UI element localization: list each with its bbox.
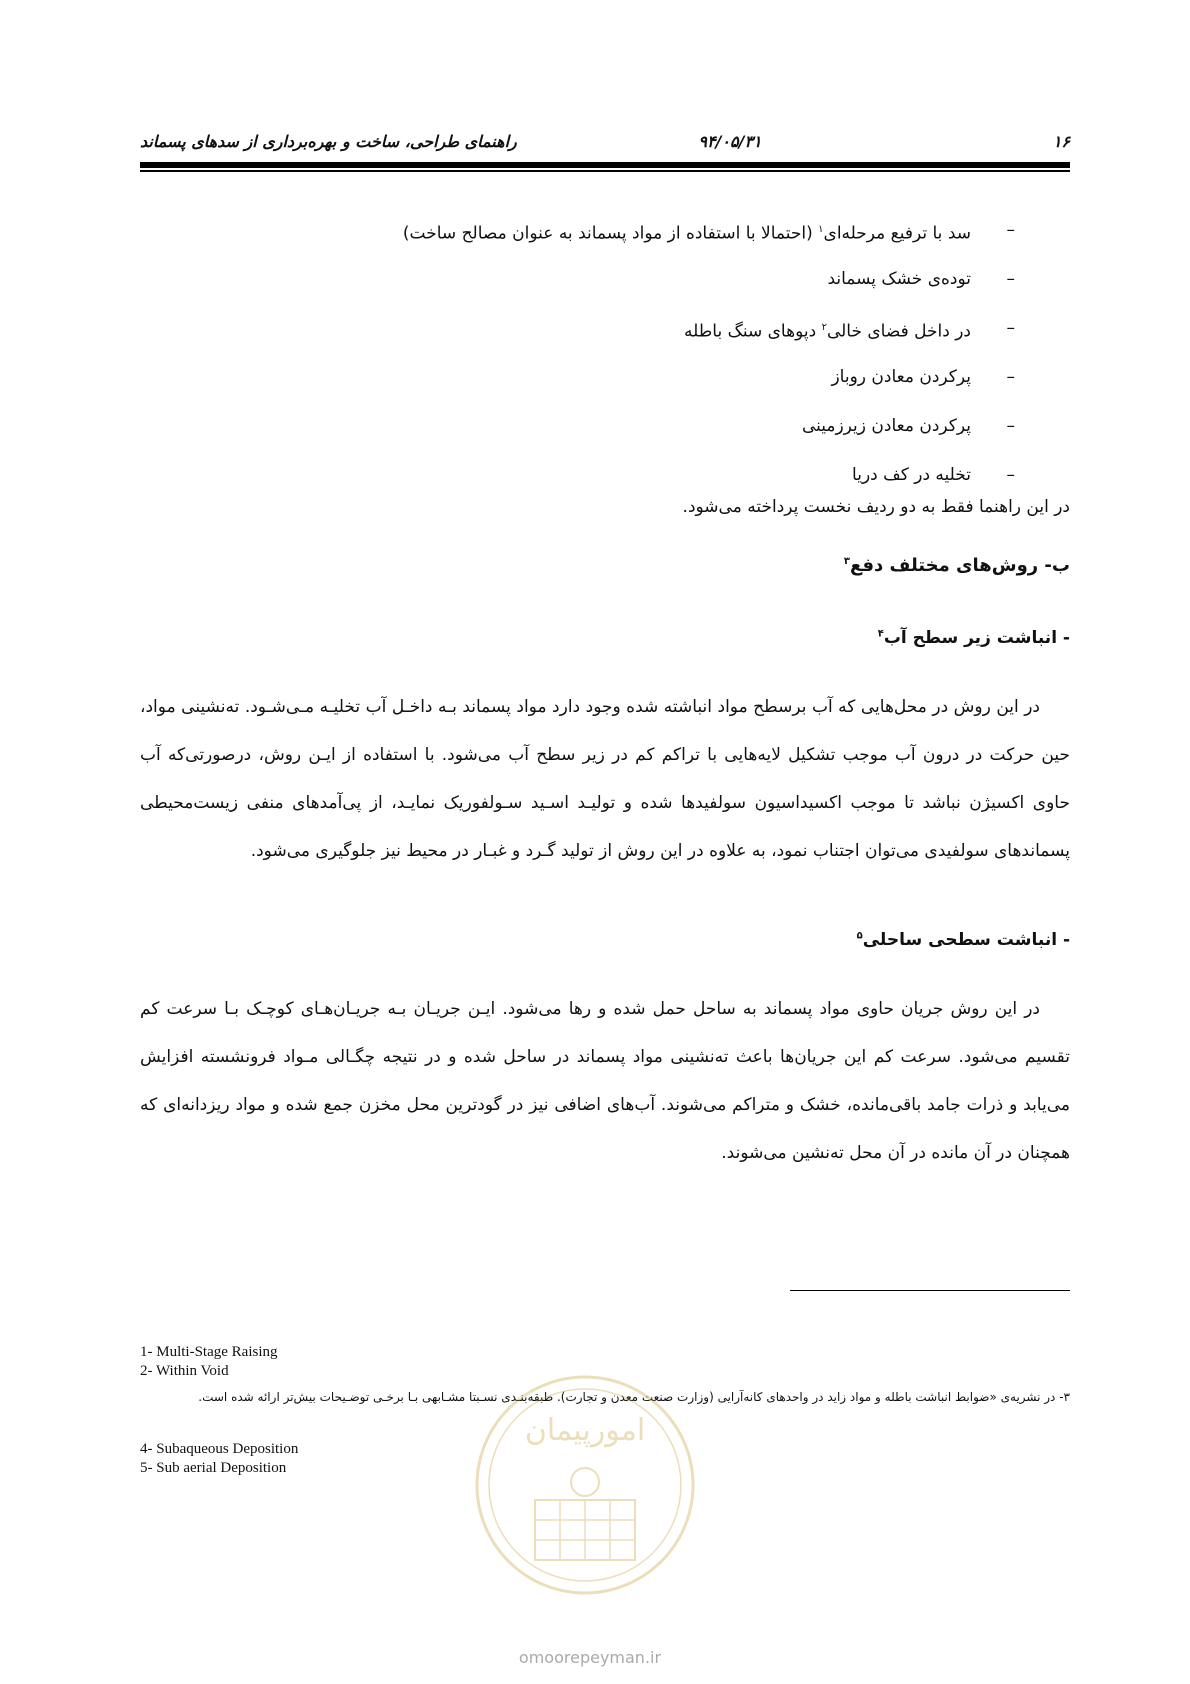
header-rule-thin [140, 170, 1070, 172]
list-item: – پرکردن معادن زیرزمینی [140, 411, 1015, 460]
bullet-marker: – [1006, 367, 1015, 387]
bullet-marker: – [1006, 318, 1015, 338]
list-item: – سد با ترفیع مرحله‌ای$^۱$ (احتمالا با استفاده از مواد پسماند به عنوان مصالح ساخت) [140, 215, 1015, 264]
subheading-subaerial: - انباشت سطحی ساحلی$^۵$ [856, 930, 1070, 950]
footnote-3: ۳- در نشریه‌ی «ضوابط انباشت باطله و مواد زاید در واحدهای کانه‌آرایی (وزارت صنعت معدن و تجارت). طبقه‌بنـدی نسـبتا مشـابهی بـا برخـی توضـیحات بیش‌تر ارائه شده است. [198, 1390, 1070, 1404]
page-header [140, 128, 1070, 158]
bullet-marker: – [1006, 465, 1015, 485]
watermark-seal-icon [470, 1370, 700, 1600]
bullet-marker: – [1006, 269, 1015, 289]
watermark-url: omoorepeyman.ir [518, 1648, 662, 1667]
list-item: – در داخل فضای خالی$^۲$ دپوهای سنگ باطله [140, 313, 1015, 362]
list-item: – پرکردن معادن روباز [140, 362, 1015, 411]
paragraph-subaerial: در این روش جریان حاوی مواد پسماند به ساحل حمل شده و رها می‌شود. ایـن جریـان بـه جریـان‌هـای کوچـک بـا سرعت کم تقسیم می‌شود. سرعت کم این جریان‌ها باعث ته‌نشینی مواد پسماند در ساحل شده و در نتیجه چگـالی مـواد فرونشسته افزایش می‌یابد و ذرات جامد باقی‌مانده، خشک و متراکم می‌شوند. آب‌های اضافی نیز در گودترین محل مخزن جمع شده و مواد ریزدانه‌ای که همچنان در آن مانده در آن محل ته‌نشین می‌شوند. [140, 999, 1070, 1163]
svg-text:امورپیمان: امورپیمان [524, 1413, 646, 1448]
header-title: راهنمای طراحی، ساخت و بهره‌برداری از سدهای پسماند [140, 132, 517, 151]
footnote-4: 4- Subaqueous Deposition [140, 1441, 299, 1457]
footnote-2: 2- Within Void [140, 1363, 229, 1379]
disposal-methods-list [140, 215, 1015, 509]
footnote-separator [790, 1290, 1070, 1291]
header-date: ۹۴/۰۵/۳۱ [698, 132, 762, 151]
page-number: ۱۶ [1052, 132, 1070, 151]
intro-paragraph: در این راهنما فقط به دو ردیف نخست پرداخته می‌شود. [682, 497, 1070, 517]
bullet-marker: – [1006, 416, 1015, 436]
list-item: – توده‌ی خشک پسماند [140, 264, 1015, 313]
header-rule-thick [140, 162, 1070, 168]
section-heading-b: ب- روش‌های مختلف دفع$^۳$ [843, 555, 1070, 576]
footnote-5: 5- Sub aerial Deposition [140, 1460, 287, 1476]
subheading-subaqueous: - انباشت زیر سطح آب$^۴$ [877, 628, 1070, 648]
bullet-marker: – [1006, 220, 1015, 240]
list-item: – تخلیه در کف دریا [140, 460, 1015, 509]
paragraph-subaqueous: در این روش در محل‌هایی که آب برسطح مواد انباشته شده وجود دارد مواد پسماند بـه داخـل آب تخلیـه مـی‌شـود. ته‌نشینی مواد، حین حرکت در درون آب موجب تشکیل لایه‌هایی با تراکم کم در زیر سطح آب می‌شود. با استفاده از ایـن روش، درصورتی‌که آب حاوی اکسیژن نباشد تا موجب اکسیداسیون سولفیدها شده و تولیـد اسـید سـولفوریک نمایـد، از پی‌آمدهای منفی زیست‌محیطی پسماندهای سولفیدی می‌توان اجتناب نمود، به علاوه در این روش از تولید گـرد و غبـار در محیط نیز جلوگیری می‌شود. [140, 697, 1070, 861]
footnote-1: 1- Multi-Stage Raising [140, 1344, 278, 1360]
